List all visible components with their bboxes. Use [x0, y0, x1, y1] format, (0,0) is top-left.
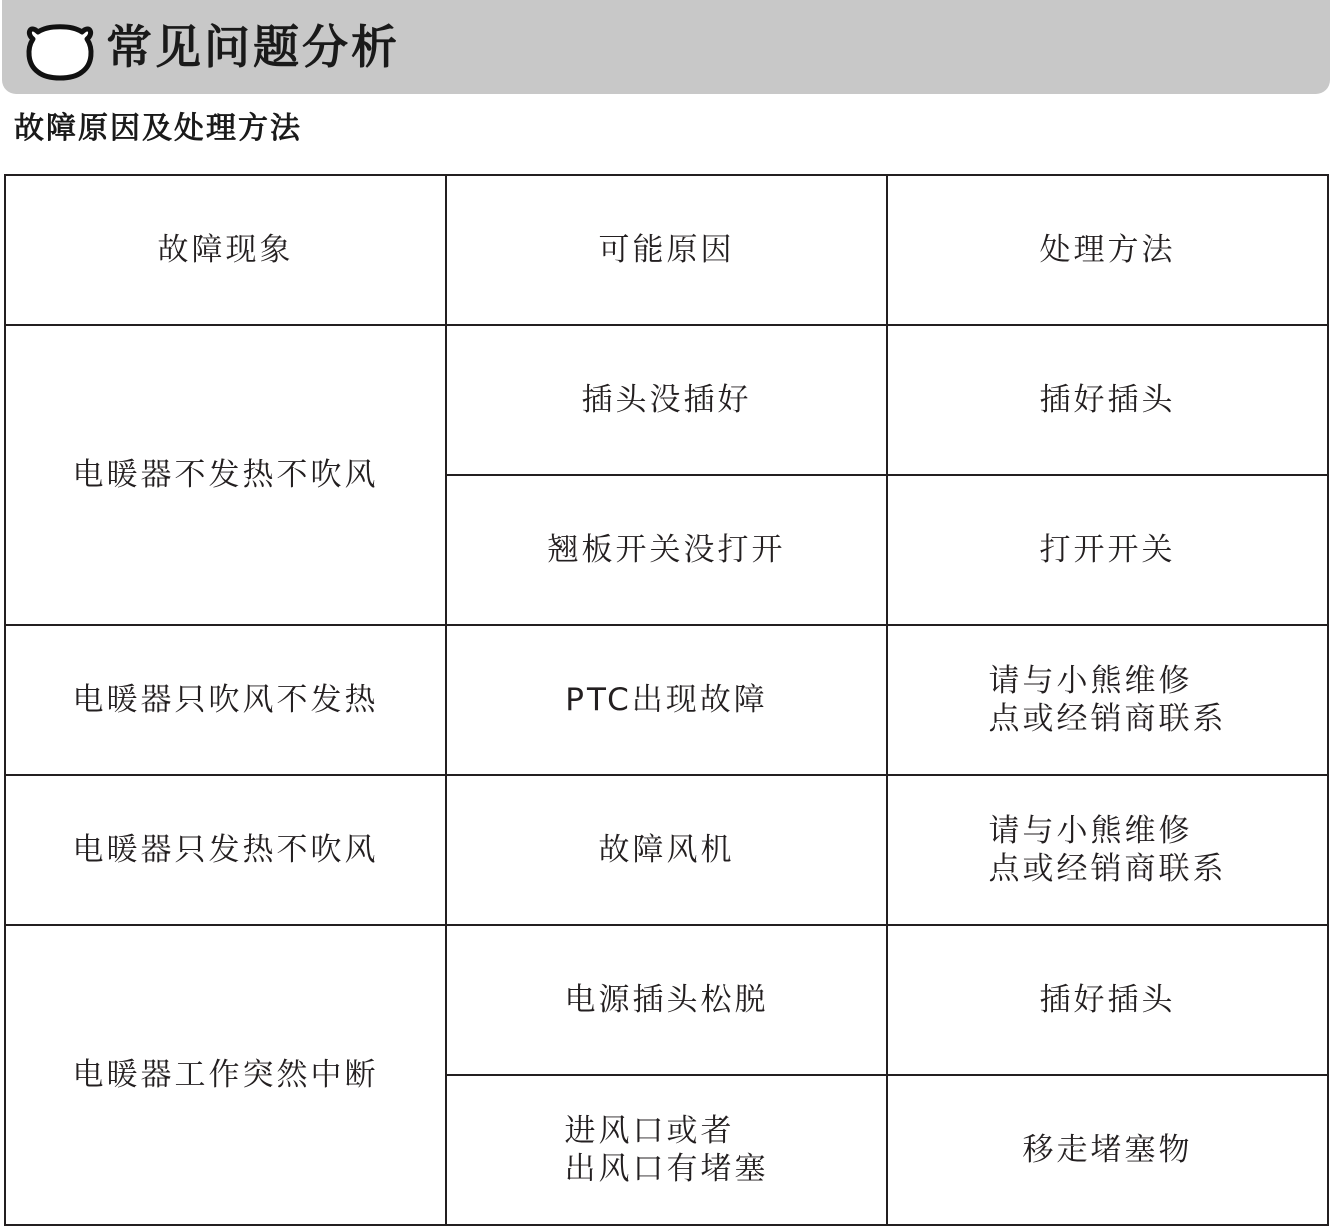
symptom-cell: 电暖器工作突然中断 — [5, 925, 446, 1225]
column-header-solution: 处理方法 — [887, 175, 1328, 325]
cause-cell: PTC出现故障 — [446, 625, 887, 775]
header-bar — [2, 0, 1330, 94]
table-row — [5, 925, 1328, 1075]
section-subtitle: 故障原因及处理方法 — [14, 111, 302, 146]
troubleshooting-table — [4, 174, 1329, 1226]
symptom-cell: 电暖器不发热不吹风 — [5, 325, 446, 625]
page-title: 常见问题分析 — [106, 20, 400, 74]
table-row — [5, 625, 1328, 775]
table-header-row — [5, 175, 1328, 325]
solution-cell — [887, 775, 1328, 925]
solution-cell: 移走堵塞物 — [887, 1075, 1328, 1225]
cause-cell — [446, 1075, 887, 1225]
symptom-cell: 电暖器只吹风不发热 — [5, 625, 446, 775]
solution-cell: 插好插头 — [887, 925, 1328, 1075]
bear-head-icon — [24, 14, 96, 82]
cause-cell: 插头没插好 — [446, 325, 887, 475]
table-row — [5, 325, 1328, 475]
solution-cell — [887, 625, 1328, 775]
cause-cell: 翘板开关没打开 — [446, 475, 887, 625]
solution-cell: 打开开关 — [887, 475, 1328, 625]
column-header-cause: 可能原因 — [446, 175, 887, 325]
solution-text: 请与小熊维修 点或经销商联系 — [988, 813, 1227, 887]
symptom-cell: 电暖器只发热不吹风 — [5, 775, 446, 925]
table-row — [5, 775, 1328, 925]
column-header-symptom: 故障现象 — [5, 175, 446, 325]
solution-cell: 插好插头 — [887, 325, 1328, 475]
cause-cell: 故障风机 — [446, 775, 887, 925]
cause-cell: 电源插头松脱 — [446, 925, 887, 1075]
cause-text: 进风口或者 出风口有堵塞 — [564, 1113, 769, 1187]
solution-text: 请与小熊维修 点或经销商联系 — [988, 663, 1227, 737]
